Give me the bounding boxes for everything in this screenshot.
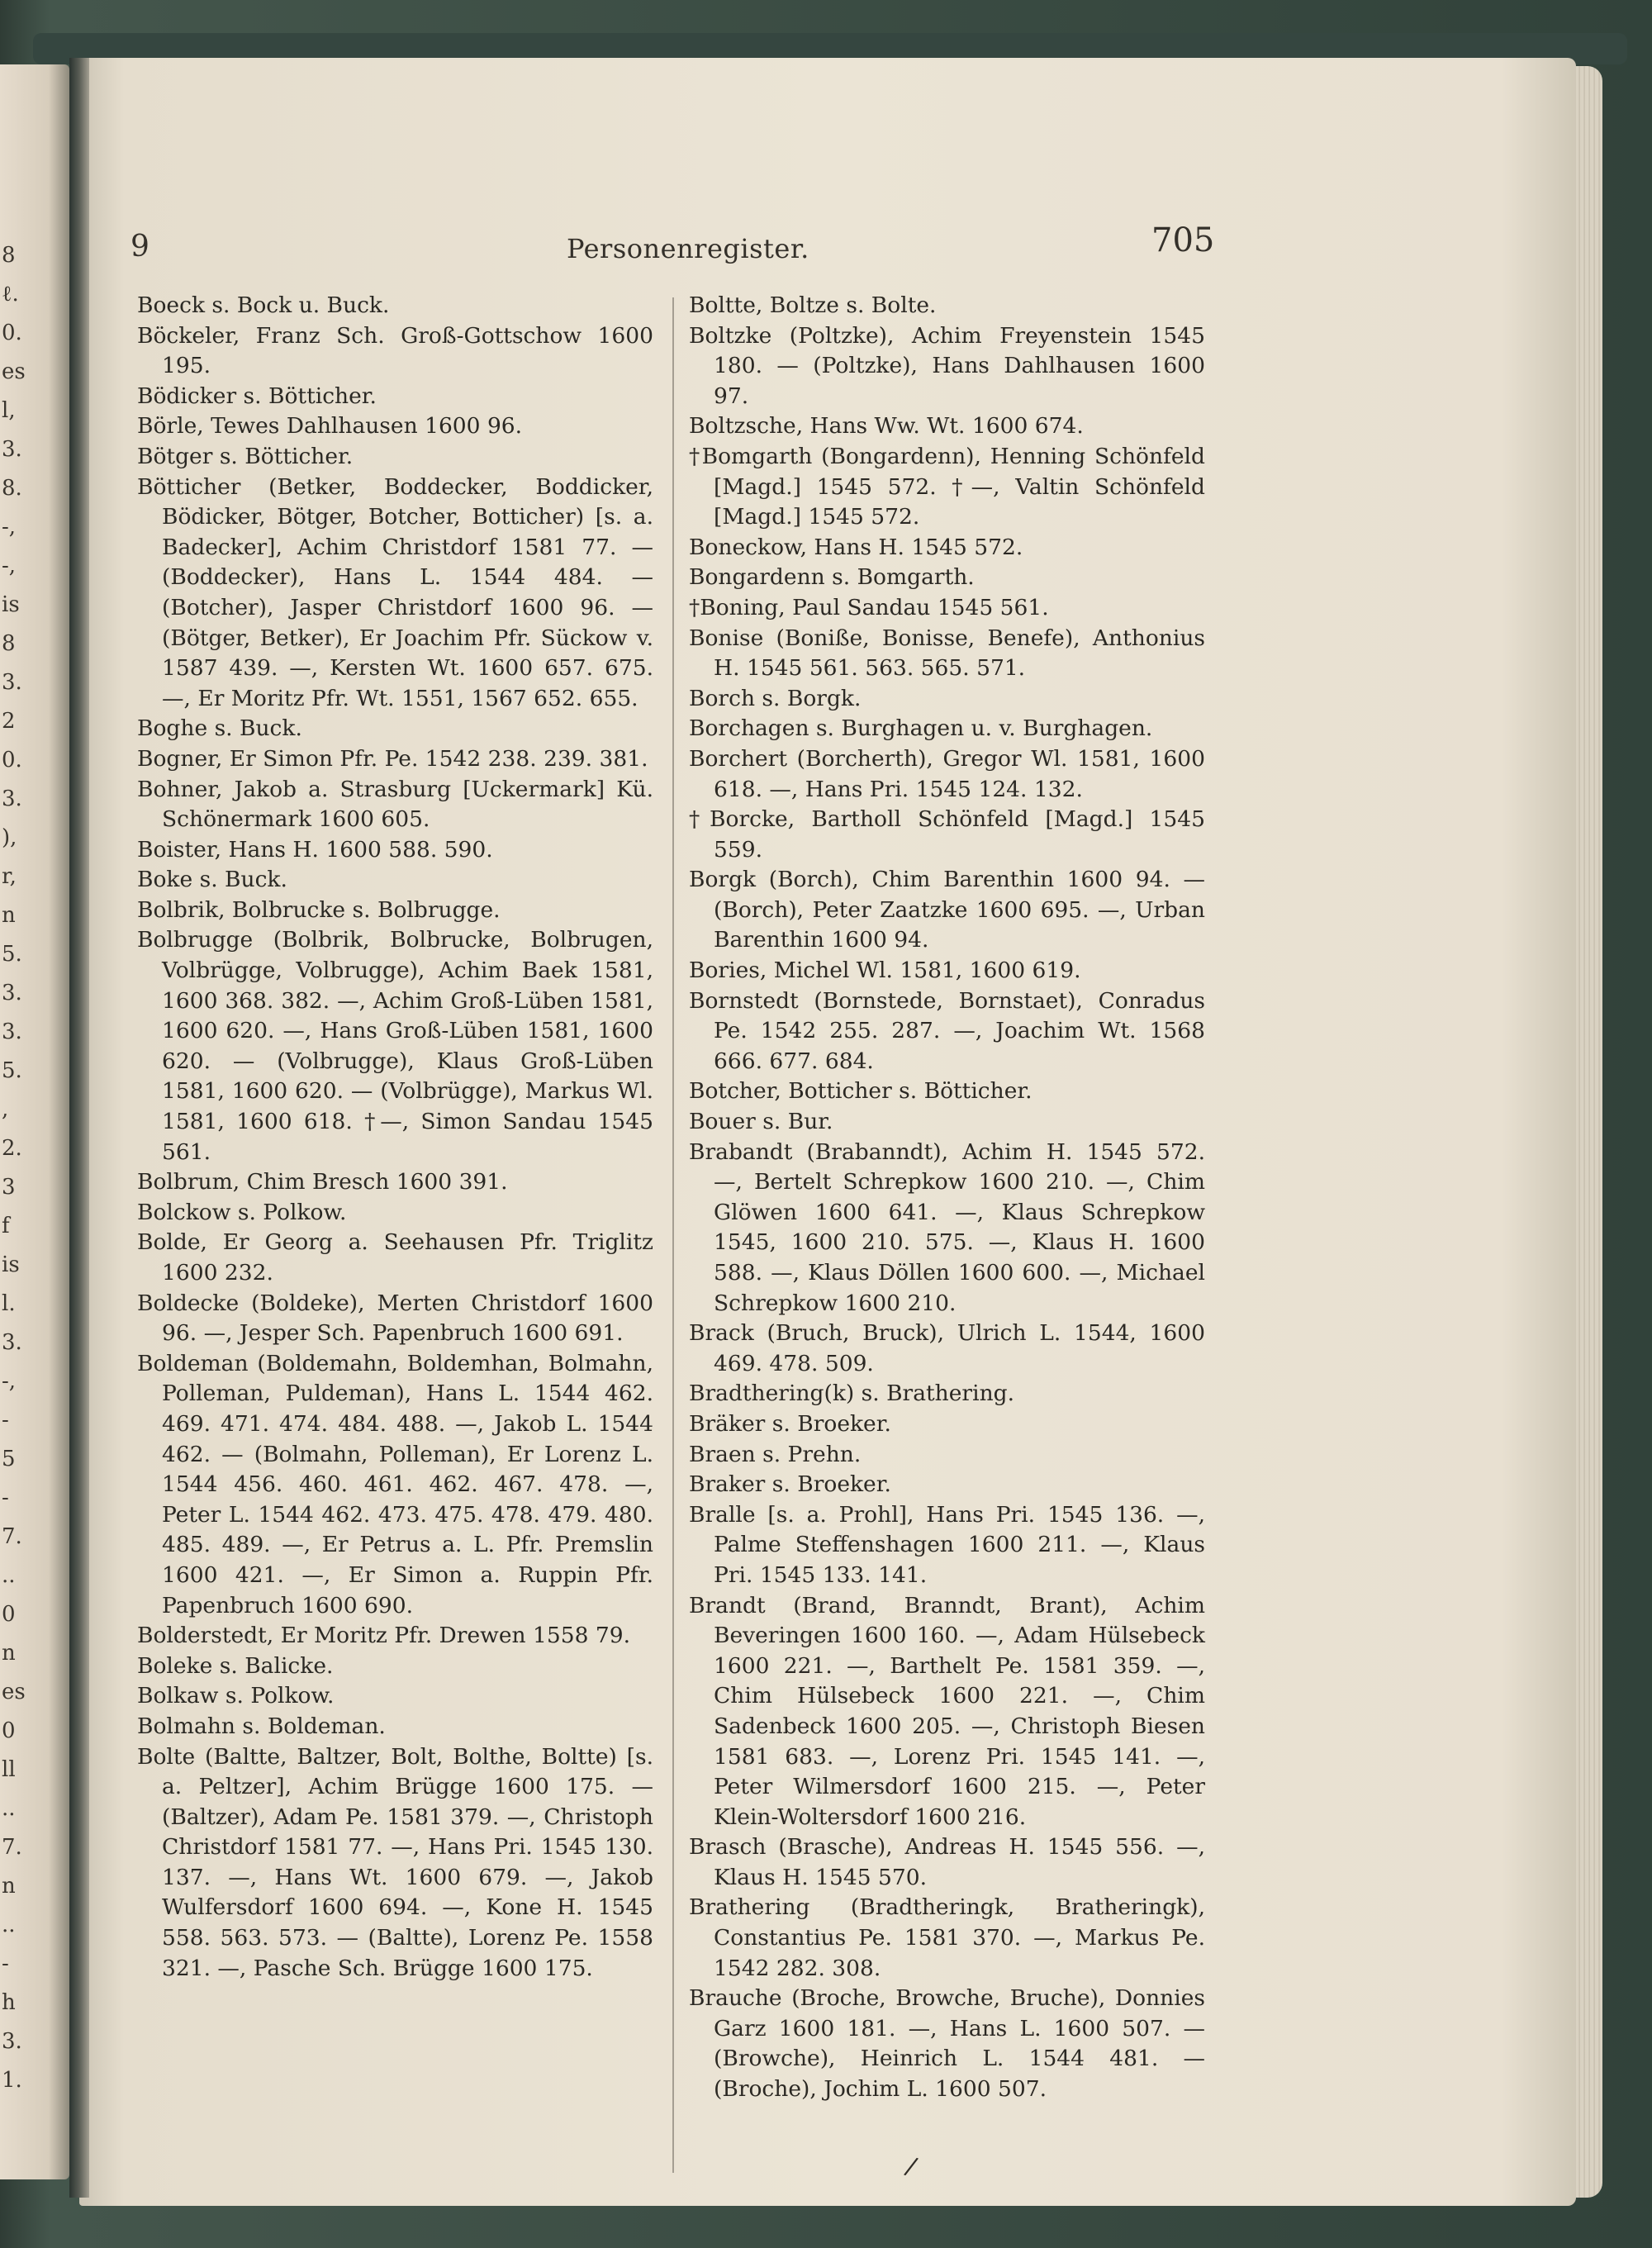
header-title: Personenregister.	[567, 233, 809, 264]
left-page-edge-glyph: es	[2, 1680, 26, 1704]
index-entry: Bolkaw s. Polkow.	[137, 1683, 335, 1709]
left-page-edge-glyph: l,	[2, 398, 16, 423]
index-entry: Brandt (Brand, Branndt, Brant), Achim Beveringen 1600 160. —, Adam Hülsebeck 1600 221. —, Barthelt Pe. 1581 359. —, Chim Hülsebeck 1600 221. —, Chim Sadenbeck 1600 205. —, Christoph Biesen 1581 683. —, Lorenz Pri. 1545 141. —, Peter Wilmersdorf 1600 215. —, Peter Klein-Woltersdorf 1600 216.	[689, 1592, 1205, 1830]
left-page-edge-glyph: -,	[2, 515, 17, 539]
left-page-edge-glyph: h	[2, 1990, 16, 2015]
index-entry: Bräker s. Broeker.	[689, 1410, 891, 1437]
right-column	[689, 291, 1205, 2105]
left-page-edge-glyph: ll	[2, 1757, 16, 1782]
index-entry: Bolbrik, Bolbrucke s. Bolbrugge.	[137, 896, 501, 923]
left-page-edge-glyph: -	[2, 1951, 9, 1976]
left-page-edge-glyph: 5.	[2, 942, 22, 967]
left-page-edge-glyph: 8	[2, 243, 16, 268]
index-entry: Boghe s. Buck.	[137, 715, 302, 742]
index-entry: Bralle [s. a. Prohl], Hans Pri. 1545 136. —, Palme Steffenshagen 1600 211. —, Klaus Pri. 1545 133. 141.	[689, 1501, 1205, 1588]
index-entry: Borchagen s. Burghagen u. v. Burghagen.	[689, 715, 1153, 742]
index-entry: †Borcke, Bartholl Schönfeld [Magd.] 1545 559.	[689, 806, 1205, 863]
left-page-edge-glyph: n	[2, 1641, 16, 1666]
index-entry: Brathering (Bradtheringk, Bratheringk), Constantius Pe. 1581 370. —, Markus Pe. 1542 282. 308.	[689, 1894, 1205, 1981]
left-page-edge-glyph: 7.	[2, 1524, 22, 1549]
index-entry: Bötticher (Betker, Boddecker, Boddicker, Bödicker, Bötger, Botcher, Botticher) [s. a. Badecker], Achim Christdorf 1581 77. — (Boddecker), Hans L. 1544 484. — (Botcher), Jasper Christdorf 1600 96. — (Bötger, Betker), Er Joachim Pfr. Sückow v. 1587 439. —, Kersten Wt. 1600 657. 675. —, Er Moritz Pfr. Wt. 1551, 1567 652. 655.	[137, 473, 653, 711]
left-page-edge-glyph: 5	[2, 1447, 16, 1471]
index-entry: Brasch (Brasche), Andreas H. 1545 556. —, Klaus H. 1545 570.	[689, 1834, 1205, 1890]
left-page-edge-glyph: 8	[2, 631, 16, 656]
index-entry: Boeck s. Bock u. Buck.	[137, 292, 390, 318]
index-entry: Bonise (Bonißе, Bonisse, Benefe), Anthonius H. 1545 561. 563. 565. 571.	[689, 625, 1205, 682]
index-entry: Boltzke (Poltzke), Achim Freyenstein 1545 180. — (Poltzke), Hans Dahlhausen 1600 97.	[689, 322, 1205, 409]
left-page-edge-glyph: 5.	[2, 1058, 22, 1083]
index-entry: Borch s. Borgk.	[689, 685, 862, 711]
running-header	[131, 221, 1215, 264]
left-page-edge-glyph: 3	[2, 1175, 16, 1200]
index-entry: Braker s. Broeker.	[689, 1471, 891, 1498]
left-page-edge-glyph: ..	[2, 1563, 16, 1588]
left-page-edge-glyph: -,	[2, 1369, 17, 1394]
index-entry: Bolckow s. Polkow.	[137, 1199, 347, 1225]
pencil-mark: /	[902, 2151, 920, 2182]
index-entry: Bornstedt (Bornstede, Bornstaet), Conradus Pe. 1542 255. 287. —, Joachim Wt. 1568 666. 677. 684.	[689, 987, 1205, 1074]
index-entry: Bolderstedt, Er Moritz Pfr. Drewen 1558 79.	[137, 1623, 631, 1649]
index-entry: Bohner, Jakob a. Strasburg [Uckermark] Kü. Schönermark 1600 605.	[137, 776, 653, 833]
index-entry: Bories, Michel Wl. 1581, 1600 619.	[689, 958, 1081, 984]
index-entry: †Bomgarth (Bongardenn), Henning Schönfeld [Magd.] 1545 572. †—, Valtin Schönfeld [Magd.] 1545 572.	[689, 443, 1205, 530]
index-entry: Bogner, Er Simon Pfr. Pe. 1542 238. 239. 381.	[137, 745, 648, 772]
left-page-edge-glyph: r,	[2, 864, 17, 889]
left-page-edge-glyph: -	[2, 1485, 9, 1510]
left-page-edge-glyph: 3.	[2, 787, 22, 811]
book-gutter	[69, 58, 89, 2198]
left-column	[137, 291, 653, 1984]
left-page-edge-glyph: 0	[2, 1602, 16, 1627]
left-page-edge-glyph: -	[2, 1408, 9, 1433]
left-page-edge-glyph: 7.	[2, 1835, 22, 1860]
index-entry: Bradthering(k) s. Brathering.	[689, 1381, 1015, 1407]
column-rule	[672, 297, 674, 2173]
index-entry: Boneckow, Hans H. 1545 572.	[689, 534, 1023, 560]
left-page-edge-glyph: ,	[2, 1097, 9, 1122]
left-page-edge-glyph: is	[2, 1252, 20, 1277]
page-number: 705	[1151, 221, 1215, 259]
left-page-edge-glyph: 3.	[2, 1019, 22, 1044]
index-entry: Brauche (Broche, Browche, Bruche), Donnies Garz 1600 181. —, Hans L. 1600 507. — (Browche), Heinrich L. 1544 481. — (Broche), Jochim L. 1600 507.	[689, 1985, 1205, 2103]
index-entry: Bolmahn s. Boldeman.	[137, 1713, 386, 1739]
left-page-edge-glyph: 8.	[2, 476, 22, 501]
header-section-number: 9	[131, 230, 150, 264]
left-page-edge-glyph: n	[2, 903, 16, 928]
left-page-edge-glyph: 0	[2, 1718, 16, 1743]
index-entry: Bötger s. Bötticher.	[137, 443, 354, 469]
index-entry: Braen s. Prehn.	[689, 1441, 862, 1467]
left-page-edge-glyph: is	[2, 592, 20, 617]
left-page-edge-glyph: 3.	[2, 437, 22, 462]
left-page-edge-glyph: f	[2, 1214, 10, 1238]
index-entry: Boltzsche, Hans Ww. Wt. 1600 674.	[689, 413, 1084, 440]
left-page-edge-glyph: ..	[2, 1913, 16, 1937]
index-entry: Bolte (Baltte, Baltzer, Bolt, Bolthe, Boltte) [s. a. Peltzer], Achim Brügge 1600 175. — (Baltzer), Adam Pe. 1581 379. —, Christoph Christdorf 1581 77. —, Hans Pri. 1545 130. 137. —, Hans Wt. 1600 679. —, Jakob Wulfersdorf 1600 694. —, Kone H. 1545 558. 563. 573. — (Baltte), Lorenz Pe. 1558 321. —, Pasche Sch. Brügge 1600 175.	[137, 1743, 653, 1981]
left-page-edge-glyph: n	[2, 1874, 16, 1899]
left-page-edge-glyph: es	[2, 359, 26, 384]
index-entry: Borchert (Borcherth), Gregor Wl. 1581, 1600 618. —, Hans Pri. 1545 124. 132.	[689, 745, 1205, 802]
index-entry: Boister, Hans H. 1600 588. 590.	[137, 836, 493, 863]
index-entry: Bouer s. Bur.	[689, 1109, 833, 1135]
index-entry: Brack (Bruch, Bruck), Ulrich L. 1544, 1600 469. 478. 509.	[689, 1320, 1205, 1376]
index-entry: Böckeler, Franz Sch. Groß-Gottschow 1600 195.	[137, 322, 653, 379]
index-entry: Bolbrugge (Bolbrik, Bolbrucke, Bolbrugen, Volbrügge, Volbrugge), Achim Baek 1581, 1600 368. 382. —, Achim Groß-Lüben 1581, 1600 620. —, Hans Groß-Lüben 1581, 1600 620. — (Volbrugge), Klaus Groß-Lüben 1581, 1600 620. — (Volbrügge), Markus Wl. 1581, 1600 618. †—, Simon Sandau 1545 561.	[137, 927, 653, 1165]
left-page-edge-glyph: 2	[2, 709, 16, 734]
left-page-edge-glyph: 3.	[2, 981, 22, 1005]
index-entry: Bongardenn s. Bomgarth.	[689, 564, 975, 591]
left-page-edge-glyph: ℓ.	[2, 282, 19, 307]
left-page-edge-glyph: 3.	[2, 670, 22, 695]
left-page-edge-glyph: 3.	[2, 2029, 22, 2054]
index-entry: Boke s. Buck.	[137, 867, 287, 893]
index-entry: †Boning, Paul Sandau 1545 561.	[689, 594, 1049, 620]
index-entry: Botcher, Botticher s. Bötticher.	[689, 1078, 1032, 1105]
left-page-edge-glyph: ),	[2, 825, 17, 850]
index-entry: Boltte, Boltze s. Bolte.	[689, 292, 937, 318]
left-page-edge-glyph: -,	[2, 554, 17, 578]
left-page-edge-glyph: 3.	[2, 1330, 22, 1355]
index-entry: Boldeman (Boldemahn, Boldemhan, Bolmahn, Polleman, Puldeman), Hans L. 1544 462. 469. 471. 474. 484. 488. —, Jakob L. 1544 462. — (Bolmahn, Polleman), Er Lorenz L. 1544 456. 460. 461. 462. 467. 478. —, Peter L. 1544 462. 473. 475. 478. 479. 480. 485. 489. —, Er Petrus a. L. Pfr. Premslin 1600 421. —, Er Simon a. Ruppin Pfr. Papenbruch 1600 690.	[137, 1350, 653, 1618]
left-page-edge-glyph: 2.	[2, 1136, 22, 1161]
index-entry: Brabandt (Brabanndt), Achim H. 1545 572. —, Bertelt Schrepkow 1600 210. —, Chim Glöwen 1600 641. —, Klaus Schrepkow 1545, 1600 210. 575. —, Klaus H. 1600 588. —, Klaus Döllen 1600 600. —, Michael Schrepkow 1600 210.	[689, 1138, 1205, 1316]
index-entry: Borgk (Borch), Chim Barenthin 1600 94. — (Borch), Peter Zaatzke 1600 695. —, Urban Barenthin 1600 94.	[689, 867, 1205, 953]
left-page-edge-glyph: 0.	[2, 321, 22, 345]
left-page-edge-glyph: 1.	[2, 2068, 22, 2093]
index-entry: Boldecke (Boldeke), Merten Christdorf 1600 96. —, Jesper Sch. Papenbruch 1600 691.	[137, 1290, 653, 1347]
index-entry: Börle, Tewes Dahlhausen 1600 96.	[137, 413, 523, 440]
index-entry: Bödicker s. Bötticher.	[137, 383, 377, 409]
index-entry: Bolde, Er Georg a. Seehausen Pfr. Triglitz 1600 232.	[137, 1229, 653, 1286]
index-entry: Boleke s. Balicke.	[137, 1652, 334, 1679]
index-entry: Bolbrum, Chim Bresch 1600 391.	[137, 1169, 508, 1195]
left-page-edge-glyph: 0.	[2, 748, 22, 772]
left-page-edge	[0, 64, 69, 2179]
left-page-edge-glyph: l.	[2, 1291, 16, 1316]
left-page-edge-glyph: ..	[2, 1796, 16, 1821]
